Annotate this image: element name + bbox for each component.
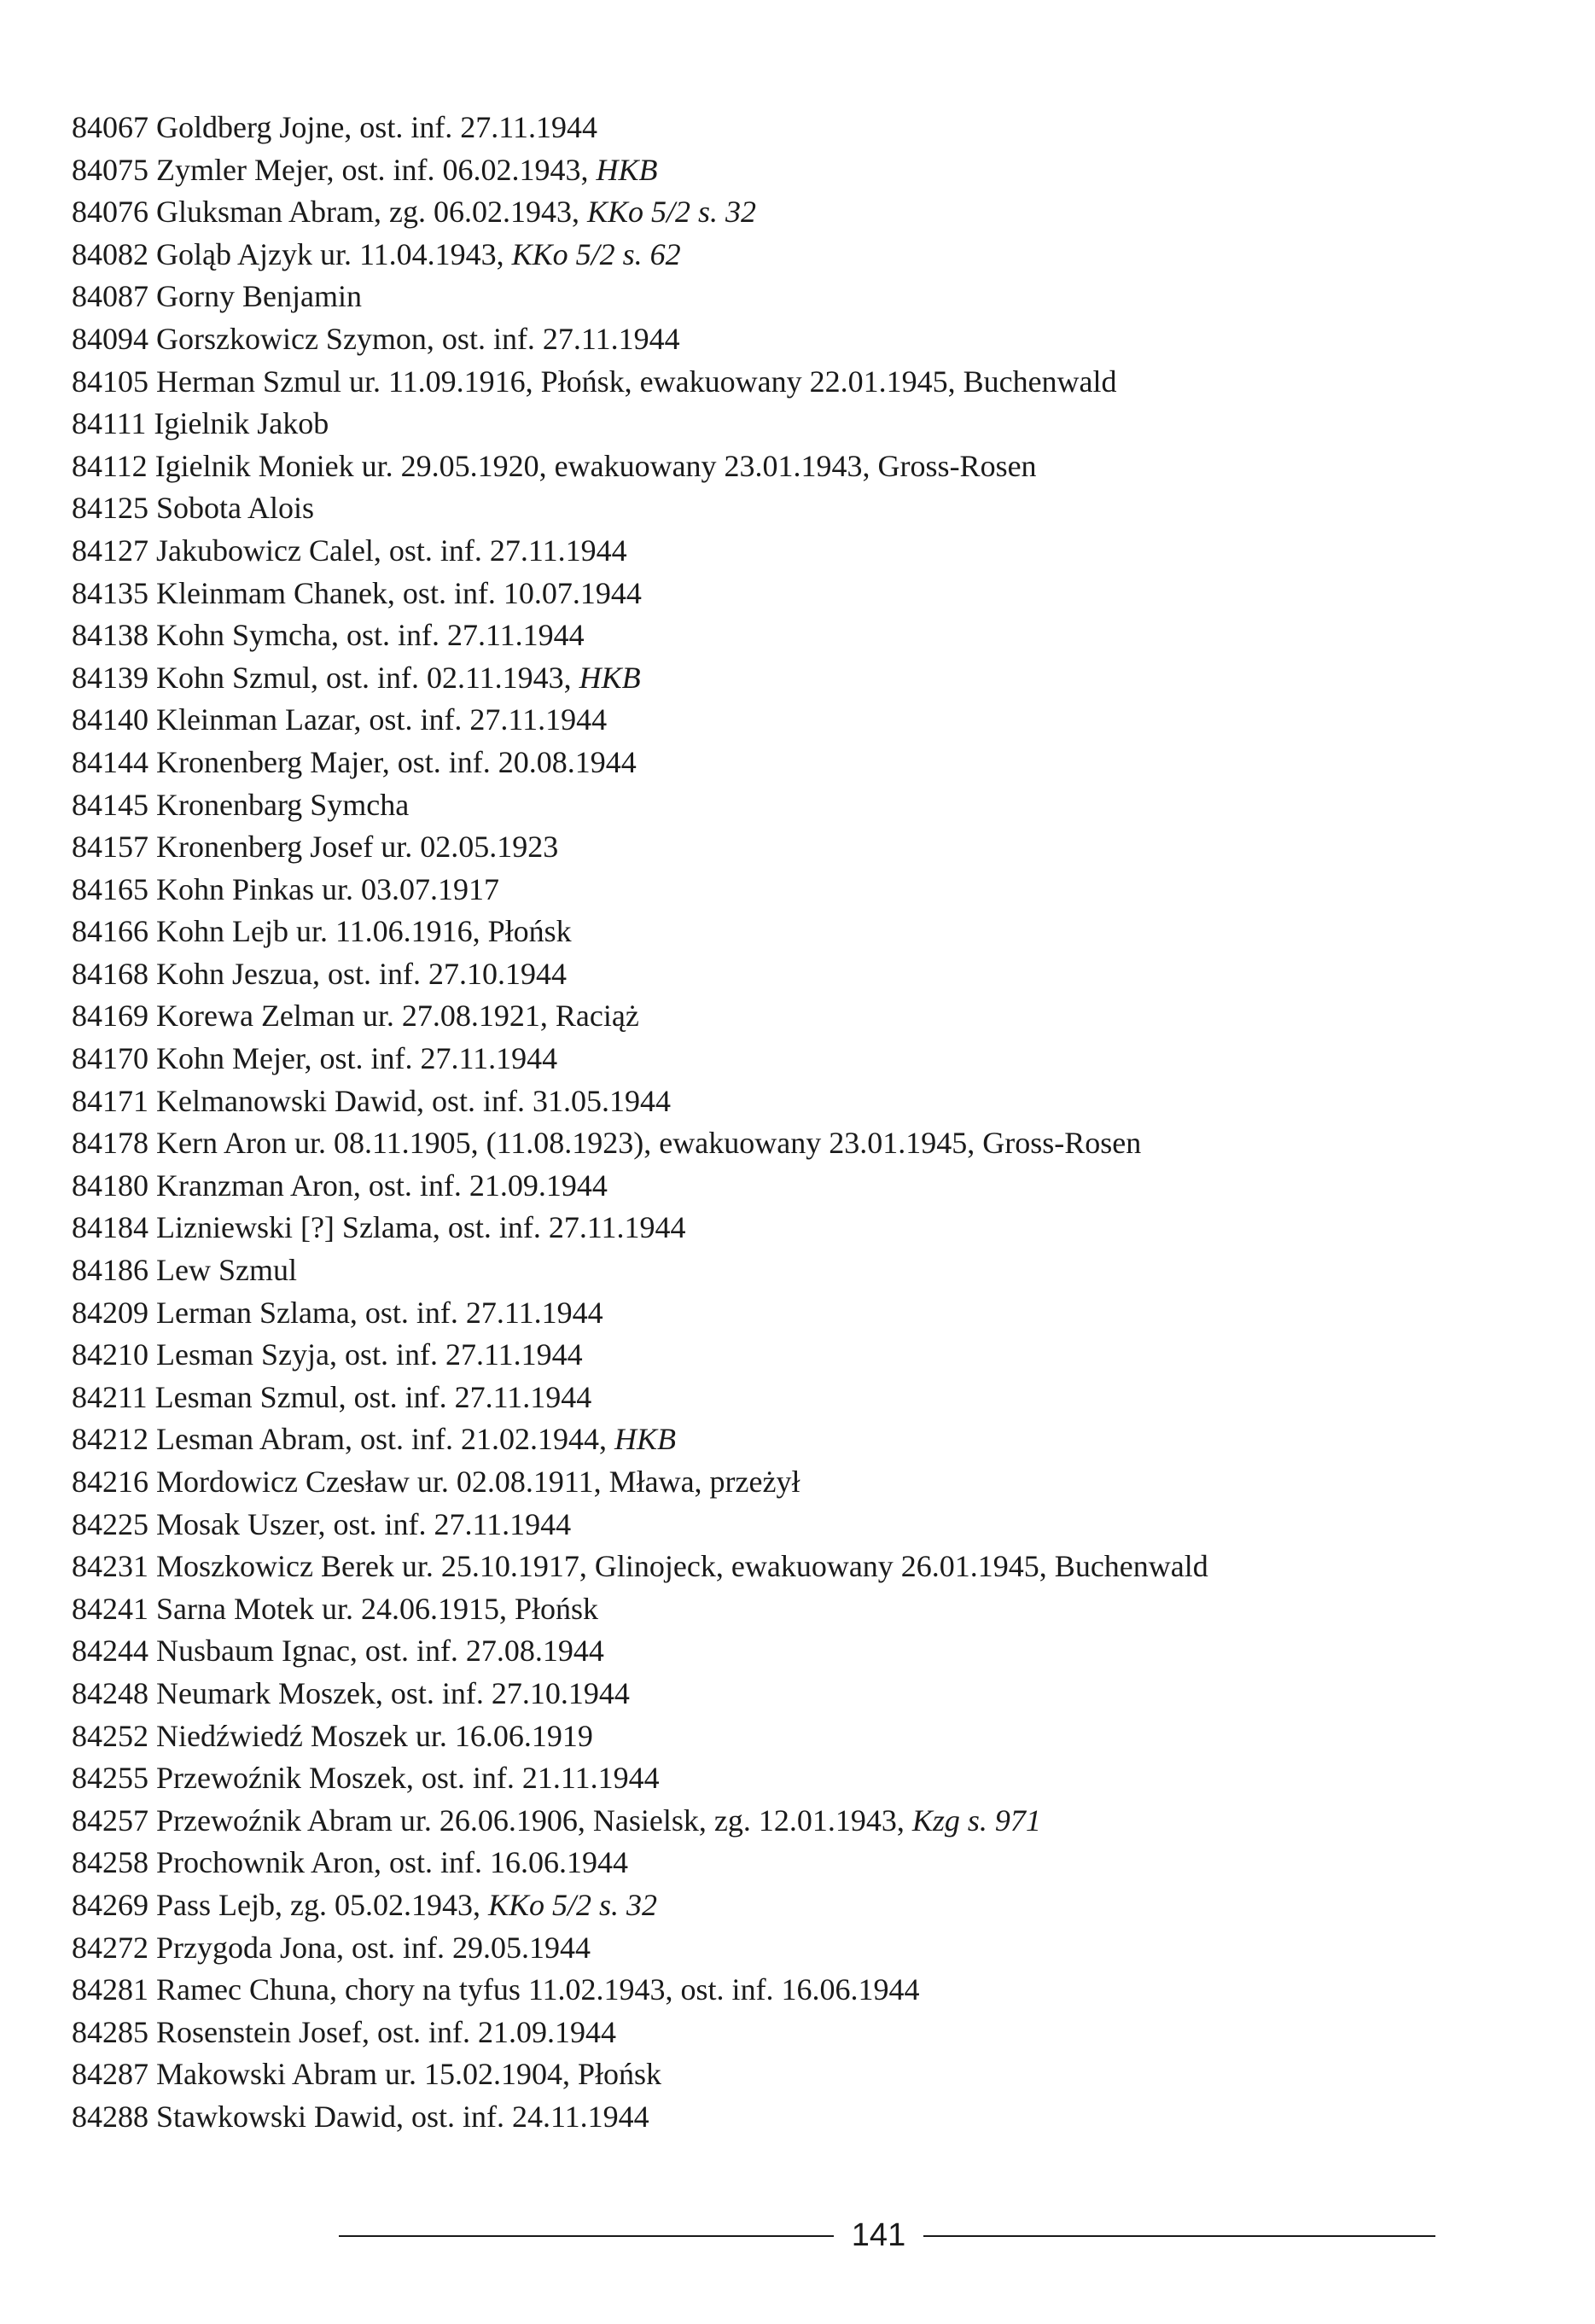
list-item: 84169 Korewa Zelman ur. 27.08.1921, Raciąż: [72, 999, 639, 1034]
list-item: 84127 Jakubowicz Calel, ost. inf. 27.11.1944: [72, 533, 627, 568]
list-item: 84171 Kelmanowski Dawid, ost. inf. 31.05.1944: [72, 1083, 671, 1118]
list-item: 84212 Lesman Abram, ost. inf. 21.02.1944, HKB: [72, 1422, 676, 1457]
list-item: 84209 Lerman Szlama, ost. inf. 27.11.1944: [72, 1295, 603, 1330]
list-item: 84111 Igielnik Jakob: [72, 406, 329, 441]
list-item: 84257 Przewoźnik Abram ur. 26.06.1906, Nasielsk, zg. 12.01.1943, Kzg s. 971: [72, 1803, 1041, 1838]
list-item: 84288 Stawkowski Dawid, ost. inf. 24.11.1944: [72, 2099, 649, 2134]
list-item: 84105 Herman Szmul ur. 11.09.1916, Płońsk, ewakuowany 22.01.1945, Buchenwald: [72, 364, 1117, 399]
list-item: 84184 Lizniewski [?] Szlama, ost. inf. 27.11.1944: [72, 1210, 686, 1245]
list-item: 84287 Makowski Abram ur. 15.02.1904, Płońsk: [72, 2057, 662, 2092]
list-item: 84140 Kleinman Lazar, ost. inf. 27.11.1944: [72, 702, 608, 737]
list-item: 84165 Kohn Pinkas ur. 03.07.1917: [72, 871, 500, 906]
list-item: 84244 Nusbaum Ignac, ost. inf. 27.08.1944: [72, 1634, 604, 1669]
list-item: 84125 Sobota Alois: [72, 491, 315, 526]
list-item: 84157 Kronenberg Josef ur. 02.05.1923: [72, 830, 559, 865]
list-item: 84166 Kohn Lejb ur. 11.06.1916, Płońsk: [72, 914, 572, 949]
list-item: 84168 Kohn Jeszua, ost. inf. 27.10.1944: [72, 956, 567, 991]
list-item: 84094 Gorszkowicz Szymon, ost. inf. 27.11.1944: [72, 321, 680, 356]
list-item: 84178 Kern Aron ur. 08.11.1905, (11.08.1923), ewakuowany 23.01.1945, Gross-Rosen: [72, 1126, 1142, 1161]
list-item: 84231 Moszkowicz Berek ur. 25.10.1917, Glinojeck, ewakuowany 26.01.1945, Buchenwald: [72, 1549, 1208, 1584]
list-item: 84241 Sarna Motek ur. 24.06.1915, Płońsk: [72, 1591, 598, 1626]
list-item: 84258 Prochownik Aron, ost. inf. 16.06.1944: [72, 1845, 628, 1880]
list-item: 84076 Gluksman Abram, zg. 06.02.1943, KKo 5/2 s. 32: [72, 195, 756, 230]
list-item: 84225 Mosak Uszer, ost. inf. 27.11.1944: [72, 1506, 572, 1541]
list-item: 84269 Pass Lejb, zg. 05.02.1943, KKo 5/2 s. 32: [72, 1887, 658, 1922]
footer-rule-left: [339, 2235, 834, 2237]
list-item: 84285 Rosenstein Josef, ost. inf. 21.09.1944: [72, 2014, 616, 2049]
footer-rule-right: [923, 2235, 1435, 2237]
list-item: 84281 Ramec Chuna, chory na tyfus 11.02.1943, ost. inf. 16.06.1944: [72, 1972, 920, 2007]
list-item: 84170 Kohn Mejer, ost. inf. 27.11.1944: [72, 1041, 558, 1076]
list-item: 84252 Niedźwiedź Moszek ur. 16.06.1919: [72, 1718, 593, 1753]
list-item: 84067 Goldberg Jojne, ost. inf. 27.11.1944: [72, 110, 597, 144]
list-item: 84112 Igielnik Moniek ur. 29.05.1920, ewakuowany 23.01.1943, Gross-Rosen: [72, 448, 1037, 483]
list-item: 84139 Kohn Szmul, ost. inf. 02.11.1943, HKB: [72, 660, 641, 695]
list-item: 84145 Kronenbarg Symcha: [72, 787, 410, 822]
list-item: 84211 Lesman Szmul, ost. inf. 27.11.1944: [72, 1379, 592, 1414]
list-item: 84186 Lew Szmul: [72, 1253, 297, 1288]
list-item: 84248 Neumark Moszek, ost. inf. 27.10.1944: [72, 1675, 630, 1710]
list-item: 84138 Kohn Symcha, ost. inf. 27.11.1944: [72, 618, 585, 653]
list-item: 84135 Kleinmam Chanek, ost. inf. 10.07.1944: [72, 575, 642, 610]
list-item: 84255 Przewoźnik Moszek, ost. inf. 21.11.1944: [72, 1761, 660, 1796]
list-item: 84180 Kranzman Aron, ost. inf. 21.09.1944: [72, 1168, 608, 1203]
list-item: 84082 Goląb Ajzyk ur. 11.04.1943, KKo 5/2 s. 62: [72, 236, 681, 271]
page-number: 141: [851, 2217, 906, 2253]
list-item: 84210 Lesman Szyja, ost. inf. 27.11.1944: [72, 1337, 583, 1372]
list-item: 84272 Przygoda Jona, ost. inf. 29.05.1944: [72, 1930, 591, 1965]
prisoner-list: [72, 107, 1208, 2139]
list-item: 84216 Mordowicz Czesław ur. 02.08.1911, Mława, przeżył: [72, 1465, 800, 1499]
list-item: 84075 Zymler Mejer, ost. inf. 06.02.1943, HKB: [72, 152, 658, 187]
list-item: 84087 Gorny Benjamin: [72, 279, 362, 314]
page-footer: [0, 2214, 1595, 2257]
list-item: 84144 Kronenberg Majer, ost. inf. 20.08.1944: [72, 744, 637, 779]
